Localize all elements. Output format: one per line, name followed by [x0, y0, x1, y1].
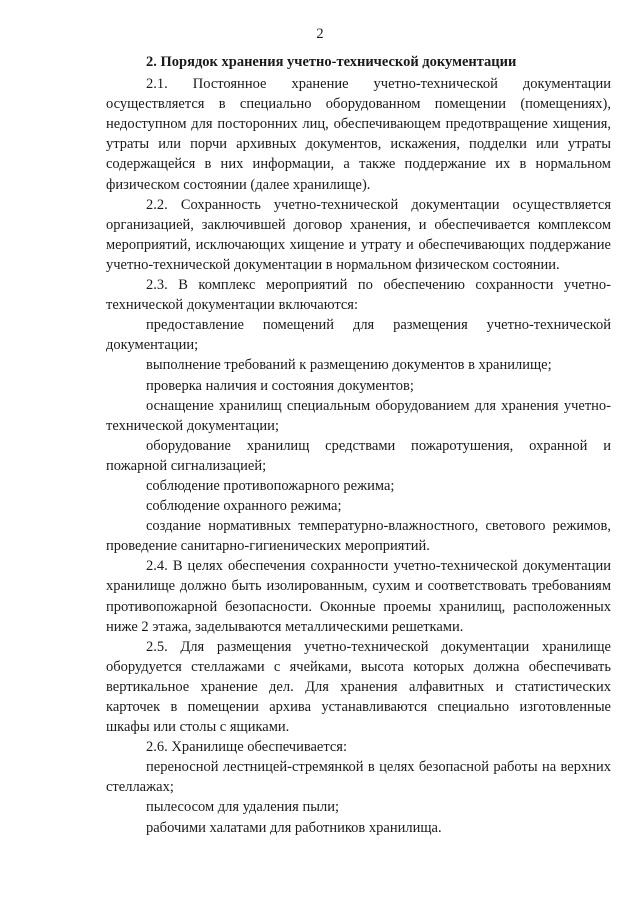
list-item-ladder: переносной лестницей-стремянкой в целях безопасной работы на верхних стеллажах; [106, 759, 611, 796]
paragraph-2-1: 2.1. Постоянное хранение учетно-технической документации осуществляется в специально оборудованном помещении (помещениях), недоступном для посторонних лиц, обеспечивающем предотвращение хищения, утраты или порчи архивных документов, искажения, подделки или утраты содержащейся в них информации, а также поддержание их в нормальном физическом состоянии (далее хранилище). [106, 76, 611, 193]
paragraph-2-3: 2.3. В комплекс мероприятий по обеспечению сохранности учетно-технической документации включаются: [106, 277, 611, 314]
paragraph-2-6: 2.6. Хранилище обеспечивается: [146, 739, 348, 756]
document-body [106, 52, 611, 838]
list-item-fire-security-equipment: оборудование хранилищ средствами пожаротушения, охранной и пожарной сигнализацией; [106, 437, 611, 474]
list-item-equipment: оснащение хранилищ специальным оборудованием для хранения учетно-технической документации; [106, 397, 611, 434]
list-item-climate-sanitary: создание нормативных температурно-влажностного, светового режимов, проведение санитарно-гигиенических мероприятий. [106, 518, 611, 555]
paragraph-2-2: 2.2. Сохранность учетно-технической документации осуществляется организацией, заключившей договор хранения, и обеспечивается комплексом мероприятий, исключающих хищение и утрату и обеспечивающих поддержание учетно-технической документации в нормальном физическом состоянии. [106, 196, 611, 273]
section-title: 2. Порядок хранения учетно-технической документации [146, 54, 517, 70]
list-item-work-coats: рабочими халатами для работников хранилища. [146, 819, 442, 836]
list-item-premises: предоставление помещений для размещения учетно-технической документации; [106, 317, 611, 354]
list-item-placement-requirements: выполнение требований к размещению документов в хранилище; [146, 357, 552, 374]
list-item-security-regime: соблюдение охранного режима; [146, 498, 342, 515]
paragraph-2-5: 2.5. Для размещения учетно-технической документации хранилище оборудуется стеллажами с ячейками, высота которых должна обеспечивать вертикальное хранение дел. Для хранения алфавитных и статистических карточек в помещении архива устанавливаются специально изготовленные шкафы или столы с ящиками. [106, 638, 611, 736]
list-item-vacuum: пылесосом для удаления пыли; [146, 799, 339, 816]
paragraph-2-4: 2.4. В целях обеспечения сохранности учетно-технической документации хранилище должно быть изолированным, сухим и соответствовать требованиям противопожарной безопасности. Оконные проемы хранилищ, расположенных ниже 2 этажа, заделываются металлическими решетками. [106, 558, 611, 635]
page-number: 2 [316, 26, 324, 42]
list-item-document-check: проверка наличия и состояния документов; [146, 377, 414, 394]
list-item-fire-regime: соблюдение противопожарного режима; [146, 477, 395, 494]
